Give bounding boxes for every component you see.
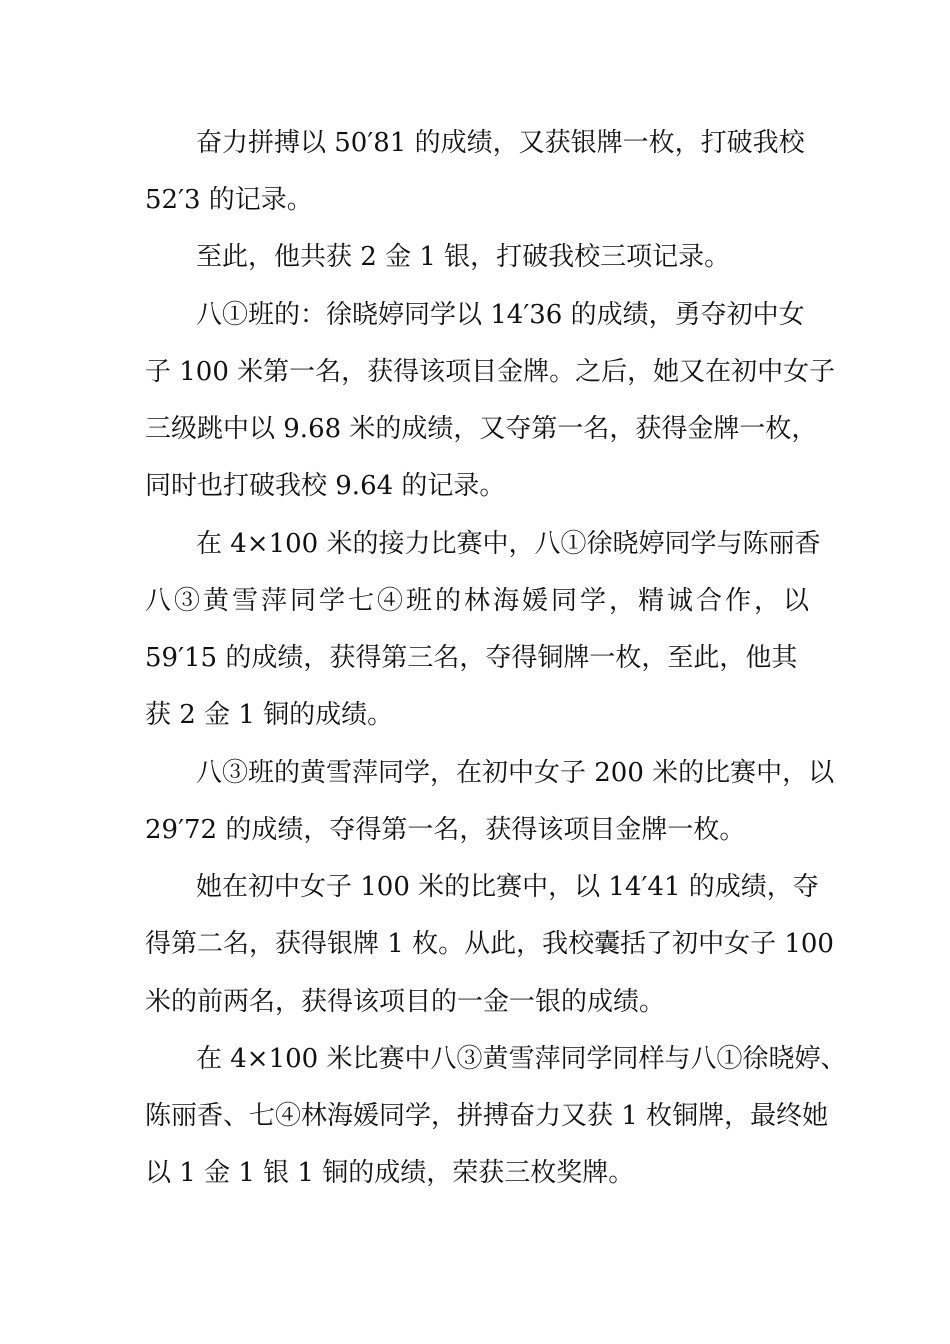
paragraph-6-line-1: 她在初中女子 100 米的比赛中，以 14′41 的成绩，夺 xyxy=(196,872,819,902)
paragraph-3-line-2: 子 100 米第一名，获得该项目金牌。之后，她又在初中女子 xyxy=(145,357,836,387)
paragraph-7-line-3: 以 1 金 1 银 1 铜的成绩，荣获三枚奖牌。 xyxy=(145,1158,635,1188)
paragraph-3-line-4: 同时也打破我校 9.64 的记录。 xyxy=(145,471,506,501)
paragraph-4-line-1: 在 4×100 米的接力比赛中，八①徐晓婷同学与陈丽香 xyxy=(196,529,821,559)
paragraph-4-line-2: 八③黄雪萍同学七④班的林海媛同学，精诚合作，以 xyxy=(145,586,813,616)
paragraph-2-line-1: 至此，他共获 2 金 1 银，打破我校三项记录。 xyxy=(196,242,731,272)
paragraph-7-line-2: 陈丽香、七④林海媛同学，拼搏奋力又获 1 枚铜牌，最终她 xyxy=(145,1101,829,1131)
paragraph-6-line-3: 米的前两名，获得该项目的一金一银的成绩。 xyxy=(145,987,666,1017)
paragraph-7-line-1: 在 4×100 米比赛中八③黄雪萍同学同样与八①徐晓婷、 xyxy=(196,1044,847,1074)
paragraph-4-line-3: 59′15 的成绩，获得第三名，夺得铜牌一枚，至此，他其 xyxy=(145,643,798,673)
paragraph-6-line-2: 得第二名，获得银牌 1 枚。从此，我校囊括了初中女子 100 xyxy=(145,929,834,959)
paragraph-3-line-3: 三级跳中以 9.68 米的成绩，又夺第一名，获得金牌一枚， xyxy=(145,414,818,444)
paragraph-5-line-2: 29′72 的成绩，夺得第一名，获得该项目金牌一枚。 xyxy=(145,815,746,845)
paragraph-3-line-1: 八①班的：徐晓婷同学以 14′36 的成绩，勇夺初中女 xyxy=(196,300,805,330)
paragraph-1-line-1: 奋力拼搏以 50′81 的成绩，又获银牌一枚，打破我校 xyxy=(196,128,805,158)
paragraph-5-line-1: 八③班的黄雪萍同学，在初中女子 200 米的比赛中，以 xyxy=(196,758,835,788)
paragraph-1-line-2: 52′3 的记录。 xyxy=(145,185,313,215)
paragraph-4-line-4: 获 2 金 1 铜的成绩。 xyxy=(145,700,394,730)
